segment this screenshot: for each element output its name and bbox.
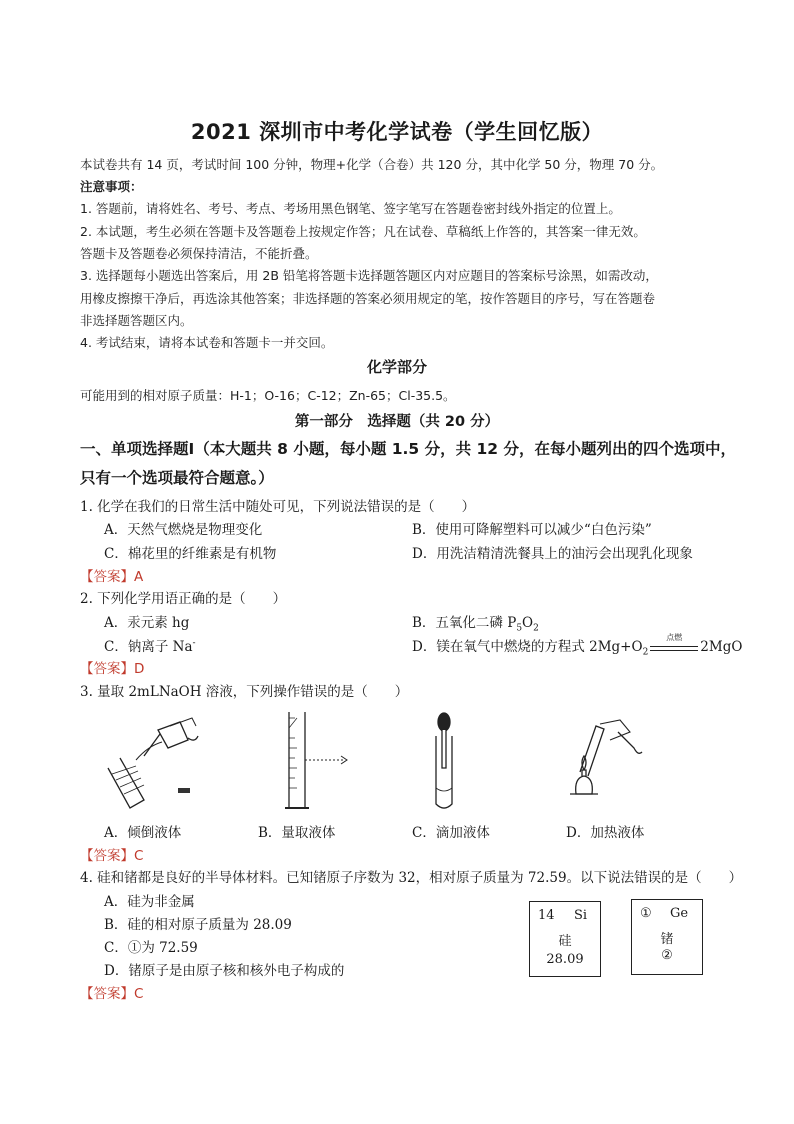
formula-o: O [522,615,534,631]
reaction-arrow [650,632,698,655]
question-2-option-c [104,635,196,655]
answer-value: D [134,661,145,677]
subscript: 2 [642,647,649,658]
element-symbol: Ge [670,906,689,921]
graduated-cylinder-figure [275,708,365,813]
chem-section-heading: 化学部分 [366,358,427,376]
question-3-stem: 3. 量取 2mLNaOH 溶液，下列操作错误的是（ ） [80,684,409,700]
question-4-answer [80,982,143,1002]
superscript: - [192,638,196,649]
formula-na: Na [172,639,193,655]
atomic-number: ① [640,906,652,921]
atomic-masses: 可能用到的相对原子质量：H-1；O-16；C-12；Zn-65；Cl-35.5。 [80,388,456,403]
answer-value: C [134,848,144,864]
question-2-option-a: A．汞元素 hg [104,615,190,631]
silicon-element-box [529,901,601,977]
answer-label: 【答案】 [80,569,134,585]
answer-value: A [134,569,144,585]
part1-heading: 第一部分 选择题（共 20 分） [294,414,500,430]
section1-instruction: 一、单项选择题Ⅰ（本大题共 8 小题，每小题 1.5 分，共 12 分，在每小题列出的四个选项中， [80,440,736,458]
question-2-answer [80,657,144,677]
dropper-test-tube-figure [424,708,464,813]
question-4-stem: 4. 硅和锗都是良好的半导体材料。已知锗原子序数为 32，相对原子质量为 72.59。以下说法错误的是（ ） [80,870,743,886]
notice-line: 4. 考试结束，请将本试卷和答题卡一并交回。 [80,335,334,350]
reaction-condition: 点燃 [666,632,683,642]
answer-value: C [134,986,144,1002]
question-2-stem: 2. 下列化学用语正确的是（ ） [80,591,287,607]
atomic-mass: 28.09 [546,952,584,967]
notice-line: 非选择题答题区内。 [80,313,193,328]
question-3-option-a: A．倾倒液体 [104,825,182,841]
double-line [650,646,698,651]
question-3-option-b: B．量取液体 [258,825,336,841]
question-4-option-a: A．硅为非金属 [104,894,195,910]
notice-heading: 注意事项： [80,179,143,194]
question-4-option-c: C．①为 72.59 [104,940,198,956]
heating-liquid-figure [560,712,650,812]
notice-line: 3. 选择题每小题选出答案后，用 2B 铅笔将答题卡选择题答题区内对应题目的答案标号涂黑，如需改动， [80,268,658,283]
formula-p: P [507,615,517,631]
question-2-option-d [412,632,743,658]
question-1-option-c: C．棉花里的纤维素是有机物 [104,546,277,562]
question-1-answer [80,565,143,585]
germanium-element-box [631,899,703,975]
answer-label: 【答案】 [80,661,134,677]
question-4-option-b: B．硅的相对原子质量为 28.09 [104,917,292,933]
atomic-mass: ② [661,948,673,963]
question-4-option-d: D．锗原子是由原子核和核外电子构成的 [104,963,345,979]
product-text: 2MgO [700,639,743,655]
exam-intro: 本试卷共有 14 页，考试时间 100 分钟，物理+化学（合卷）共 120 分，其中化学 50 分，物理 70 分。 [80,157,664,172]
option-b-text: B．五氧化二磷 [412,615,508,631]
option-d-text: D．镁在氧气中燃烧的方程式 2Mg+O [412,639,643,655]
option-c-text: C．钠离子 [104,639,173,655]
question-1-option-a: A．天然气燃烧是物理变化 [104,522,263,538]
notice-line: 用橡皮擦擦干净后，再选涂其他答案；非选择题的答案必须用规定的笔，按作答题目的序号，写在答题卷 [80,291,656,306]
element-name: 硅 [558,934,572,949]
question-2-option-b [412,611,539,634]
notice-line: 1. 答题前，请将姓名、考号、考点、考场用黑色钢笔、签字笔写在答题卷密封线外指定的位置上。 [80,201,621,216]
page-title: 2021 深圳市中考化学试卷（学生回忆版） [190,120,604,144]
notice-line: 答题卡及答题卷必须保持清洁，不能折叠。 [80,246,318,261]
question-3-answer [80,844,143,864]
pouring-liquid-figure [100,708,210,813]
question-3-option-c: C．滴加液体 [412,825,490,841]
question-1-option-b: B．使用可降解塑料可以减少“白色污染” [412,522,652,538]
answer-label: 【答案】 [80,986,134,1002]
subscript: 5 [516,623,523,634]
subscript: 2 [533,623,539,634]
atomic-number: 14 [538,908,555,923]
question-1-option-d: D．用洗洁精清洗餐具上的油污会出现乳化现象 [412,546,693,562]
element-symbol: Si [574,908,588,923]
question-1-stem: 1. 化学在我们的日常生活中随处可见，下列说法错误的是（ ） [80,499,476,515]
element-name: 锗 [660,932,674,947]
section1-instruction: 只有一个选项最符合题意。） [80,469,274,487]
question-3-option-d: D．加热液体 [566,825,645,841]
answer-label: 【答案】 [80,848,134,864]
notice-line: 2. 本试题，考生必须在答题卡及答题卷上按规定作答；凡在试卷、草稿纸上作答的，其答案一律无效。 [80,224,646,239]
